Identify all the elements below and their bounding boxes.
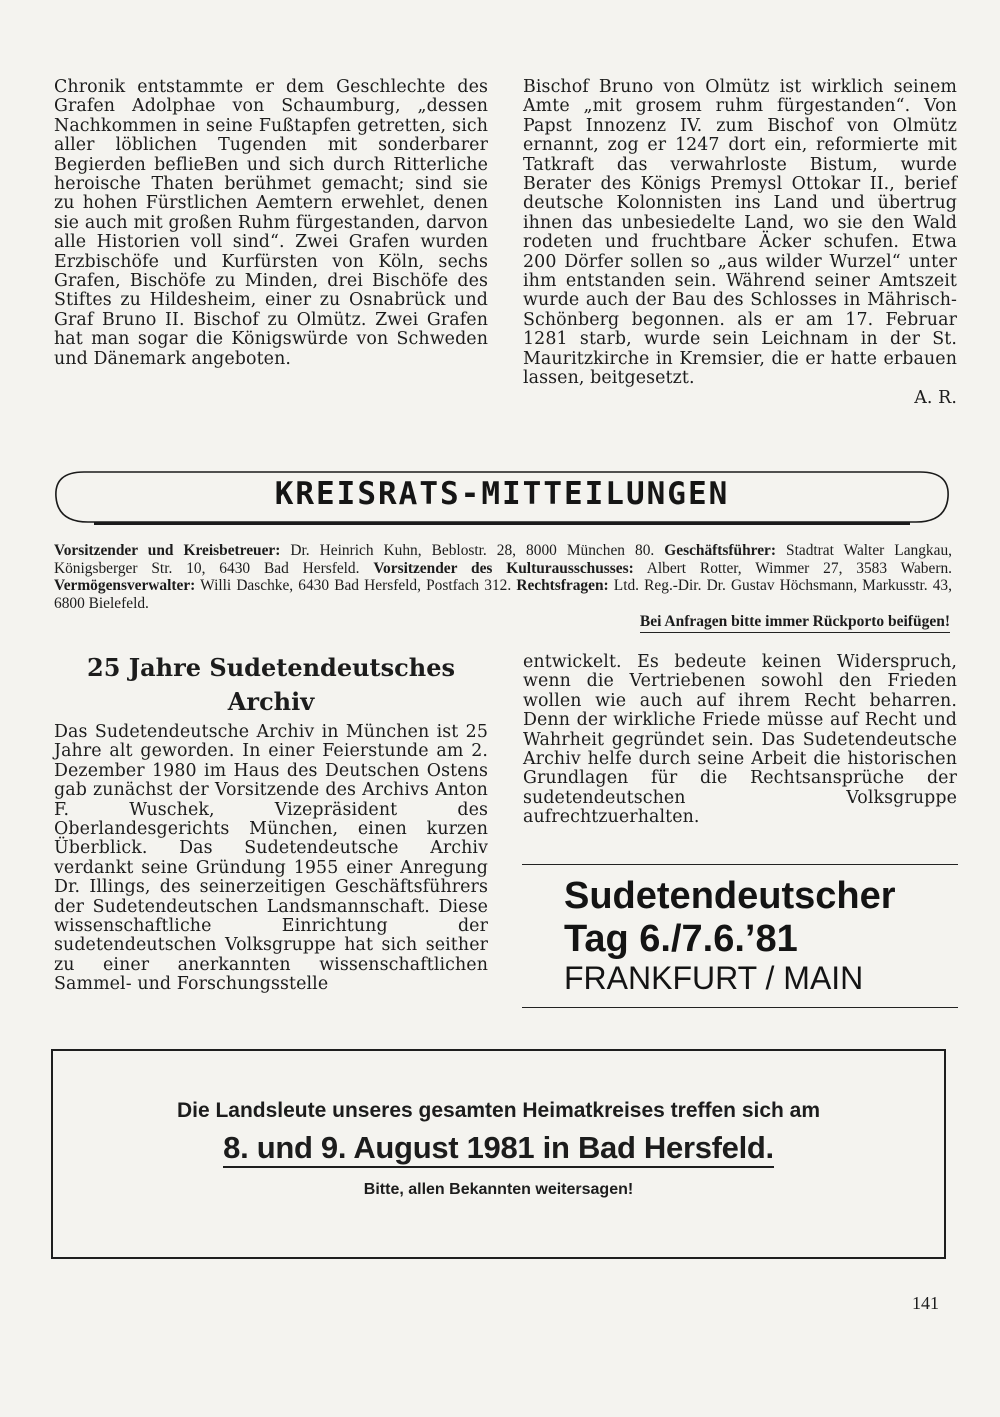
sudeten-day-line2: Tag 6./7.6.’81 bbox=[564, 918, 798, 960]
officers-list bbox=[54, 542, 952, 612]
officer-label-manager: Geschäftsführer: bbox=[664, 542, 776, 559]
top-article-right-column bbox=[523, 78, 957, 408]
officer-text-legal: Ltd. Reg.-Dir. Dr. Gustav Höchsmann, Markusstr. 43, 6800 Bielefeld. bbox=[54, 577, 952, 612]
top-article-right-text: Bischof Bruno von Olmütz ist wirklich seinem Amte „mit grosem ruhm fürgestanden“. Von Papst Innozenz IV. zum Bischof von Olmütz ernannt, zog er 1247 dort ein, reformierte mit Tatkraft das verwahrloste Bistum, wurde Berater des Königs Premysl Ottokar II., berief deutsche Kolonnisten ins Land und übertrug ihnen das unbesiedelte Land, wo sie den Wald rodeten und fruchtbare Äcker schufen. Etwa 200 Dörfer sollen so „aus wilder Wurzel“ unter ihm entstanden sein. Während seiner Amtszeit wurde auch der Bau des Schlosses in Mährisch-Schönberg begonnen. als er am 17. Februar 1281 starb, wurde sein Leichnam in der St. Mauritzkirche in Kremsier, die er hatte erbauen lassen, beitgesetzt. bbox=[523, 77, 957, 389]
meeting-date-wrap bbox=[53, 1130, 944, 1166]
sudeten-day-city: FRANKFURT / MAIN bbox=[564, 960, 864, 996]
kreisrats-banner bbox=[54, 468, 950, 526]
page-number: 141 bbox=[912, 1293, 939, 1313]
officer-text-manager: Stadtrat Walter Langkau, Königsberger Str. 10, 6430 Bad Hersfeld. bbox=[54, 542, 952, 577]
sudeten-day-announcement bbox=[522, 864, 958, 1008]
return-postage-note: Bei Anfragen bitte immer Rückporto beifügen! bbox=[640, 613, 950, 633]
officer-label-culture: Vorsitzender des Kulturausschusses: bbox=[373, 559, 634, 577]
meeting-reminder: Bitte, allen Bekannten weitersagen! bbox=[363, 1181, 634, 1198]
officer-label-treasurer: Vermögensverwalter: bbox=[54, 577, 196, 595]
archive-article-title: 25 Jahre Sudetendeutsches Archiv bbox=[87, 653, 455, 716]
sudeten-day-line1: Sudetendeutscher bbox=[564, 875, 896, 917]
top-article-left-column bbox=[54, 78, 488, 369]
meeting-date: 8. und 9. August 1981 in Bad Hersfeld. bbox=[223, 1130, 774, 1168]
banner-title: KREISRATS-MITTEILUNGEN bbox=[274, 476, 730, 512]
top-article-left-text: Chronik entstammte er dem Geschlechte des Grafen Adolphae von Schaumburg, „dessen Nachkommen in seine Fußtapfen getretten, sich aller löblichen Tugenden mit sonderbarer Begierden beflieBen und sich durch Ritterliche heroische Thaten berühmet gemacht; sind sie zu hohen Fürstlichen Aemtern erwehlet, denen sie auch mit großen Ruhm fürgestanden, darvon alle Historien voll sind“. Zwei Grafen wurden Erzbischöfe und Kurfürsten von Köln, sechs Grafen, Bischöfe zu Minden, drei Bischöfe des Stiftes zu Hildesheim, einer zu Osnabrück und Graf Bruno II. Bischof zu Olmütz. Zwei Grafen hat man sogar die Königswürde von Schweden und Dänemark angeboten. bbox=[54, 77, 488, 369]
meeting-intro: Die Landsleute unseres gesamten Heimatkreises treffen sich am bbox=[176, 1099, 821, 1122]
bottom-rule bbox=[522, 1007, 958, 1008]
top-article-author: A. R. bbox=[914, 387, 957, 408]
officer-text-treasurer: Willi Daschke, 6430 Bad Hersfeld, Postfach 312. bbox=[200, 577, 512, 595]
archive-article-right-column bbox=[523, 653, 957, 828]
officer-text-chair: Dr. Heinrich Kuhn, Beblostr. 28, 8000 München 80. bbox=[290, 542, 655, 559]
archive-article-left-text: Das Sudetendeutsche Archiv in München ist 25 Jahre alt geworden. In einer Feierstunde am 2. Dezember 1980 im Haus des Deutschen Ostens gab zunächst der Vorsitzende des Archivs Anton F. Wuschek, Vizepräsident des Oberlandesgerichts München, einen kurzen Überblick. Das Sudetendeutsche Archiv verdankt seine Gründung 1955 einer Anregung Dr. Illings, des seinerzeitigen Geschäftsführers der Sudetendeutschen Landsmannschaft. Diese wissenschaftliche Einrichtung der sudetendeutschen Volksgruppe hat sich seither zu einer anerkannten wissenschaftlichen Sammel- und Forschungsstelle bbox=[54, 722, 488, 995]
meeting-announcement-box bbox=[51, 1049, 946, 1259]
top-rule bbox=[522, 864, 958, 865]
officer-text-culture: Albert Rotter, Wimmer 27, 3583 Wabern. bbox=[646, 559, 952, 577]
officer-label-chair: Vorsitzender und Kreisbetreuer: bbox=[54, 542, 281, 559]
archive-article-right-text: entwickelt. Es bedeute keinen Widerspruch, wenn die Vertriebenen sowohl den Frieden wollen wie auch auf ihrem Recht beharren. Denn der wirkliche Friede müsse auf Recht und Wahrheit gegründet sein. Das Sudetendeutsche Archiv helfe durch seine Arbeit die historischen Grundlagen für die Rechtsansprüche der sudetendeutschen Volksgruppe aufrechtzuerhalten. bbox=[523, 652, 957, 828]
archive-article-left-column bbox=[54, 723, 488, 995]
officer-label-legal: Rechtsfragen: bbox=[516, 577, 609, 595]
